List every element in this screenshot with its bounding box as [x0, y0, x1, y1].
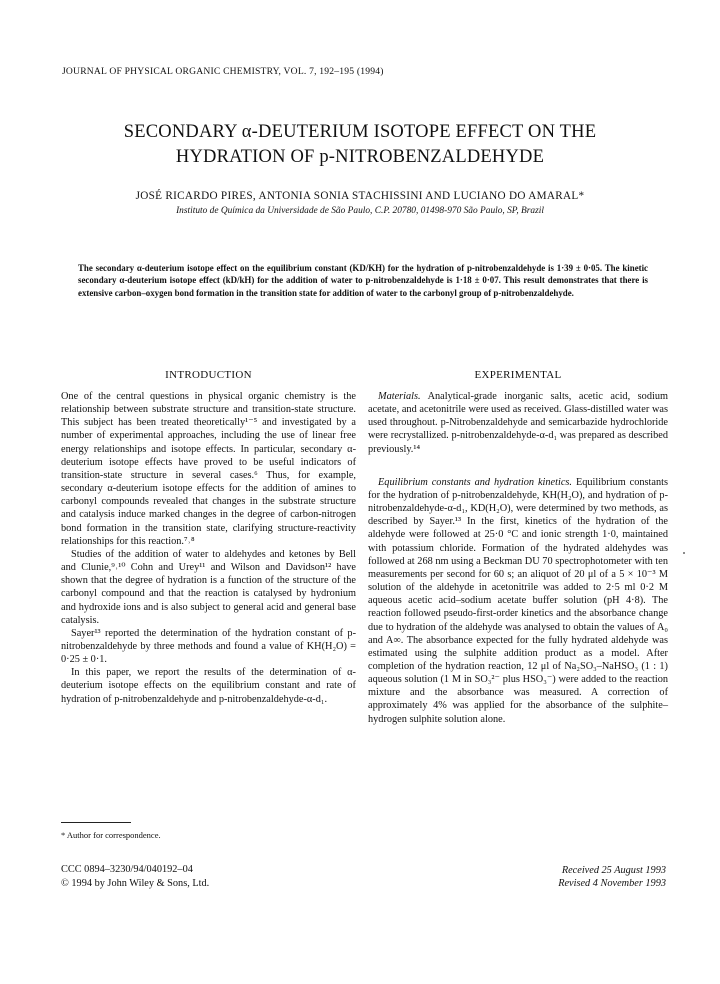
author-list: JOSÉ RICARDO PIRES, ANTONIA SONIA STACHISSINI AND LUCIANO DO AMARAL*	[135, 190, 585, 202]
publication-codes	[61, 863, 209, 891]
materials-paragraph	[368, 390, 668, 456]
intro-paragraph-4: In this paper, we report the results of the determination of α-deuterium isotope effects on the equilibrium constant and rate of hydration of p-nitrobenzaldehyde and p-nitrobenzaldehyde-α-d₁.	[61, 667, 356, 705]
introduction-heading: INTRODUCTION	[165, 369, 252, 381]
received-dates	[558, 864, 666, 890]
title-line-2: HYDRATION OF p-NITROBENZALDEHYDE	[175, 147, 545, 167]
received-date: Received 25 August 1993	[561, 865, 666, 876]
intro-paragraph-2: Studies of the addition of water to aldehydes and ketones by Bell and Clunie,⁹˒¹⁰ Cohn and Urey¹¹ and Wilson and Davidson¹² have shown that the degree of hydration is a function of the structure of the carbonyl compound and that the reaction is catalysed by hydronium and hydroxide ions and is also subject to general acid and general base catalysis.	[61, 548, 356, 626]
experimental-body	[368, 390, 668, 726]
affiliation: Instituto de Química da Universidade de São Paulo, C.P. 20780, 01498-970 São Paulo, SP, Brazil	[176, 206, 544, 216]
abstract: The secondary α-deuterium isotope effect on the equilibrium constant (KD/KH) for the hydration of p-nitrobenzaldehyde is 1·39 ± 0·05. The kinetic secondary α-deuterium isotope effect (kD/kH) for the addition of water to p-nitrobenzaldehyde is 1·18 ± 0·07. This result demonstrates that there is extensive carbon–oxygen bond formation in the transition state for addition of water to the carbonyl group of p-nitrobenzaldehyde.	[78, 263, 648, 298]
copyright: © 1994 by John Wiley & Sons, Ltd.	[61, 878, 210, 889]
journal-header: JOURNAL OF PHYSICAL ORGANIC CHEMISTRY, VOL. 7, 192–195 (1994)	[62, 66, 384, 77]
experimental-heading: EXPERIMENTAL	[474, 369, 562, 381]
intro-paragraph-1: One of the central questions in physical organic chemistry is the relationship between substrate structure and transition-state structure. This subject has been treated theoretically¹⁻⁵ and investigated by a number of experimental approaches, including the use of linear free energy relationships and isotope effects. In particular, secondary α-deuterium isotope effects have proved to be useful indicators of transition-state structure in several cases.⁶ Thus, for example, secondary α-deuterium isotope effects for the addition of amines to carbonyl compounds revealed that changes in the substrate structure and catalysis induce marked changes in the degree of carbon-nitrogen bond formation in the transition state, clarifying structure-reactivity relationships for this reaction.⁷˒⁸	[61, 391, 356, 547]
equilibrium-paragraph	[368, 476, 668, 726]
ccc-code: CCC 0894–3230/94/040192–04	[61, 864, 193, 875]
equilibrium-title: Equilibrium constants and hydration kinetics.	[378, 476, 572, 488]
materials-title: Materials.	[378, 391, 421, 402]
scan-speck	[683, 552, 685, 554]
footnote-rule	[61, 822, 131, 823]
article-title	[40, 120, 680, 170]
footnote: * Author for correspondence.	[61, 830, 161, 840]
materials-text: Analytical-grade inorganic salts, acetic acid, sodium acetate, and acetonitrile were used as received. Glass-distilled water was used throughout. p-Nitrobenzaldehyde and semicarbazide hydrochloride were recrystallized. p-nitrobenzaldehyde-α-d₁ was prepared as described previously.¹⁴	[368, 391, 668, 455]
equilibrium-text: Equilibrium constants for the hydration of p-nitrobenzaldehyde, KH(H₂O), and hydration of p-nitrobenzaldehyde-α-d₁, KD(H₂O), were determined by two methods, as described by Sayer.¹³ In the first, kinetics of the hydration of the aldehyde were followed at 25·0 °C and ionic strength 1·0, maintained with potassium chloride. Formation of the hydrated aldehydes was followed at 268 nm using a Beckman DU 70 spectrophotometer with ten measurements per second for 60 s; an aliquot of 20 μl of a 5 × 10⁻³ M solution of the aldehyde in acetonitrile was added to 2·5 ml 0·2 M aqueous acetic acid–sodium acetate buffer solution (pH 4·8). The reaction followed pseudo-first-order kinetics and the absorbance change due to hydration of the aldehyde was analysed to obtain the values of A₀ and A∞. The absorbance expected for the fully hydrated aldehyde was estimated using the sulphite addition product as a model. After completion of the hydration reaction, 12 μl of Na₂SO₃–NaHSO₃ (1 : 1) aqueous solution (1 M in SO₃²⁻ plus HSO₃⁻) were added to the reaction mixture and the absorbance was measured. A correction of approximately 4% was applied for the absorbance of the sulphite–hydrogen sulphite solution alone.	[368, 476, 668, 725]
title-line-1: SECONDARY α-DEUTERIUM ISOTOPE EFFECT ON THE	[123, 122, 597, 142]
intro-paragraph-3: Sayer¹³ reported the determination of the hydration constant of p-nitrobenzaldehyde by three methods and found a value of KH(H₂O) = 0·25 ± 0·1.	[61, 627, 356, 666]
introduction-body	[61, 390, 356, 706]
revised-date: Revised 4 November 1993	[558, 878, 666, 889]
